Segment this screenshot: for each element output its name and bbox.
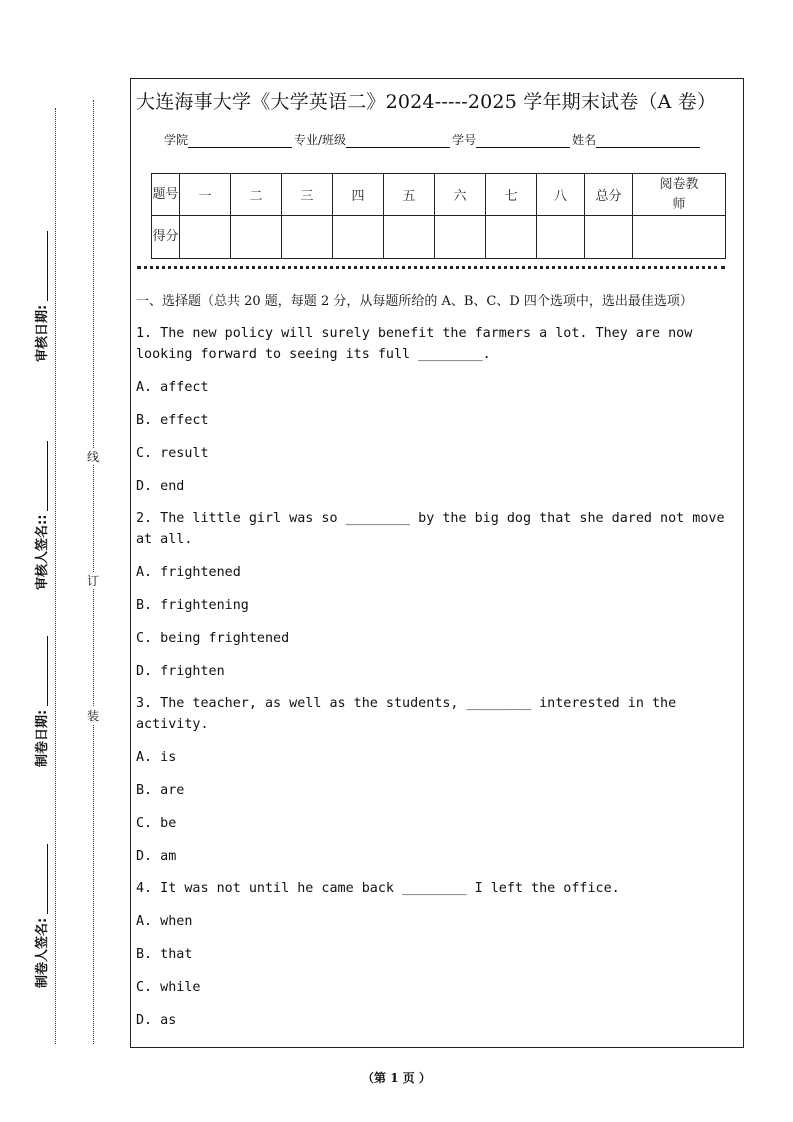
score-cell[interactable]: [486, 216, 537, 259]
col-header: 六: [435, 174, 486, 216]
major-label: 专业/班级: [294, 133, 347, 147]
score-cell[interactable]: [231, 216, 282, 259]
col-header: 三: [282, 174, 333, 216]
col-header: 五: [384, 174, 435, 216]
maker-sign-label: 制卷人签名:: [35, 917, 50, 988]
review-date-field: [31, 231, 50, 362]
binding-char-line: 线: [87, 450, 100, 464]
name-blank[interactable]: [596, 135, 700, 148]
option-2c[interactable]: C. being frightened: [136, 631, 290, 646]
score-cell[interactable]: [384, 216, 435, 259]
option-1c[interactable]: C. result: [136, 446, 209, 461]
page-number: （第 1 页 ）: [362, 1071, 431, 1085]
score-table-header-row: [152, 174, 726, 216]
question-number-label: 题号: [152, 174, 180, 216]
col-header: 一: [180, 174, 231, 216]
col-header-total: 总分: [585, 174, 633, 216]
maker-sign-field: [31, 844, 50, 988]
score-label: 得分: [152, 216, 180, 259]
option-1a[interactable]: A. affect: [136, 380, 209, 395]
option-3b[interactable]: B. are: [136, 783, 185, 798]
option-1b[interactable]: B. effect: [136, 413, 209, 428]
make-date-blank[interactable]: [37, 636, 48, 706]
option-2d[interactable]: D. frighten: [136, 664, 225, 679]
question-4: 4. It was not until he came back ________ I left the office.: [136, 881, 620, 896]
col-header: 四: [333, 174, 384, 216]
question-3: 3. The teacher, as well as the students, ________ interested in the activity.: [136, 696, 677, 732]
col-header: 八: [537, 174, 585, 216]
college-label: 学院: [164, 133, 189, 147]
binding-dotted-line-outer: [55, 108, 56, 1044]
col-header: 七: [486, 174, 537, 216]
review-date-blank[interactable]: [37, 231, 48, 301]
option-2a[interactable]: A. frightened: [136, 565, 241, 580]
section1-heading: 一、选择题（总共 20 题，每题 2 分，从每题所给的 A、B、C、D 四个选项中，选出最佳选项）: [136, 294, 693, 309]
option-4d[interactable]: D. as: [136, 1013, 177, 1028]
exam-title: 大连海事大学《大学英语二》2024-----2025 学年期末试卷（A 卷）: [136, 91, 717, 113]
college-blank[interactable]: [188, 135, 292, 148]
option-3c[interactable]: C. be: [136, 816, 177, 831]
option-3d[interactable]: D. am: [136, 849, 177, 864]
score-cell-grader[interactable]: [633, 216, 726, 259]
score-table-score-row: [152, 216, 726, 259]
option-4a[interactable]: A. when: [136, 914, 193, 929]
major-blank[interactable]: [346, 135, 450, 148]
option-1d[interactable]: D. end: [136, 479, 185, 494]
student-id-label: 学号: [452, 133, 477, 147]
section-divider: [137, 266, 725, 269]
score-cell[interactable]: [435, 216, 486, 259]
binding-char-bind: 订: [87, 574, 100, 588]
score-cell[interactable]: [282, 216, 333, 259]
reviewer-sign-field: [31, 441, 50, 590]
binding-char-pack: 装: [87, 709, 100, 723]
student-id-blank[interactable]: [476, 135, 570, 148]
student-info-row: [164, 131, 702, 148]
review-date-label: 审核日期:: [35, 304, 50, 362]
score-cell[interactable]: [180, 216, 231, 259]
question-1: 1. The new policy will surely benefit the farmers a lot. They are now looking forward to seeing its full ________.: [136, 326, 693, 362]
score-cell-total[interactable]: [585, 216, 633, 259]
option-4c[interactable]: C. while: [136, 980, 201, 995]
col-header: 二: [231, 174, 282, 216]
make-date-field: [31, 636, 50, 767]
reviewer-sign-blank[interactable]: [37, 441, 48, 511]
reviewer-sign-label: 审核人签名::: [35, 514, 50, 590]
question-2: 2. The little girl was so ________ by the big dog that she dared not move at all.: [136, 511, 725, 547]
option-2b[interactable]: B. frightening: [136, 598, 249, 613]
make-date-label: 制卷日期:: [35, 709, 50, 767]
option-4b[interactable]: B. that: [136, 947, 193, 962]
score-cell[interactable]: [333, 216, 384, 259]
option-3a[interactable]: A. is: [136, 750, 177, 765]
score-table: [151, 173, 726, 259]
col-header-grader: 阅卷教师: [633, 174, 726, 216]
score-cell[interactable]: [537, 216, 585, 259]
maker-sign-blank[interactable]: [37, 844, 48, 914]
name-label: 姓名: [572, 133, 597, 147]
section1-content: [136, 291, 740, 1031]
